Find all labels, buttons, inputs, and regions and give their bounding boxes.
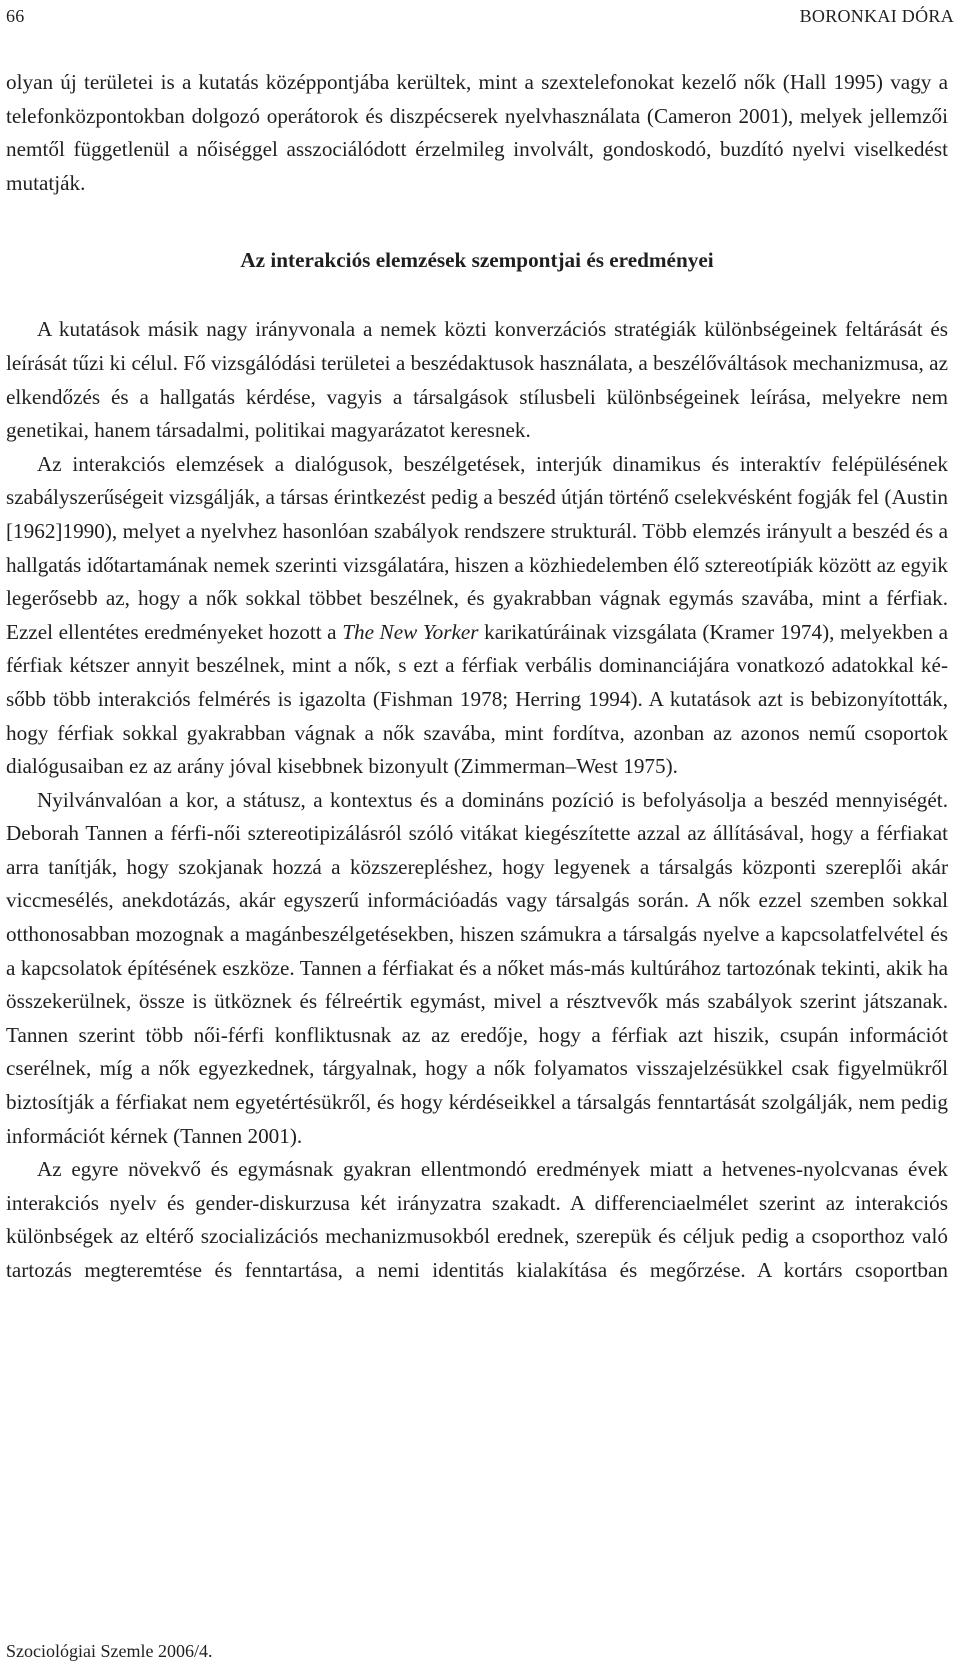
page-header xyxy=(6,6,954,27)
section-title: Az interakciós elemzések szempontjai és eredményei xyxy=(240,248,714,273)
page-number: 66 xyxy=(6,6,25,26)
paragraph-3: Nyilvánvalóan a kor, a státusz, a kontextus és a domináns pozíció is befolyásolja a beszéd mennyiségét. Deborah Tannen a férfi-női sztereotipizálásról szóló vitákat kiegészítette azzal az állításával, hogy a férfiakat arra tanítják, hogy szokjanak hozzá a közszerepléshez, hogy legyenek a társalgás központi szereplői akár viccmesélés, anekdotázás, akár egyszerű információadás vagy társalgás során. A nők ezzel szemben sokkal otthonosabban mozognak a magánbeszélgetésekben, hiszen számukra a társalgás nyelve a kapcsolatfelvétel és a kapcsolatok építésének eszköze. Tannen a férfiakat és a nőket más-más kultúrához tartozónak tekinti, akik ha összekerülnek, össze is ütköznek és félreértik egymást, mivel a résztvevők más szabályok szerint játszanak. Tannen szerint több női-férfi konfliktusnak az az eredője, hogy a férfiak azt hiszik, csupán információt cserélnek, míg a nők egyezkednek, tárgyalnak, hogy a nők folyamatos visszajelzésükkel csak figyelmükről biztosítják a férfiakat nem egyetértésükről, és hogy kérdéseikkel a társalgás fenntartását szolgálják, nem pedig információt kérnek (Tannen 2001). xyxy=(6,787,948,1148)
intro-paragraph: olyan új területei is a kutatás középpontjába kerültek, mint a szextelefonokat kezelő nők (Hall 1995) vagy a telefonközpontokban dolgozó operátorok és diszpécserek nyelvhasználata (Cameron 2001), melyek jellemzői nemtől függetlenül a nőiséggel asszociálódott érzelmileg involvált, gondoskodó, buzdító nyelvi viselkedést mutatják. xyxy=(6,70,948,195)
paragraph-1: A kutatások másik nagy irányvonala a nemek közti konverzációs stratégiák különbségeinek feltárását és leírását tűzi ki célul. Fő vizsgálódási területei a beszédaktusok használata, a beszélőváltások mechanizmusa, az elkendőzés és a hallgatás kérdése, vagyis a társalgások stílusbeli különbségeinek leírása, melyekre nem genetikai, hanem társadalmi, politikai magyarázatot keresnek. xyxy=(6,317,948,443)
paragraph-2 xyxy=(6,448,948,784)
paragraph-4: Az egyre növekvő és egymásnak gyakran ellentmondó eredmények miatt a hetvenes-nyolcvanas évek interakciós nyelv és gender-diskurzusa két irányzatra szakadt. A differenciaelmélet szerint az interakciós különbségek az eltérő szocializációs mechanizmusokból erednek, szerepük és céljuk pedig a csoporthoz való tartozás megteremtése és fenntartása, a nemi identitás kialakítása és megőrzése. A kortárs csoportban xyxy=(6,1157,948,1282)
page-body xyxy=(6,66,948,1288)
running-head-author: BORONKAI DÓRA xyxy=(799,6,954,26)
paragraph-2-text-a: Az interakciós elemzések a dialógusok, beszélgetések, interjúk dinamikus és interaktív felépülésének szabályszerűségeit vizsgálják, a társas érintkezést pedig a beszéd útján történő cselekvésként fogják fel (Austin [1962]1990), melyet a nyelvhez hasonlóan szabályok rendszere strukturál. Több elemzés irányult a beszéd és a hallgatás időtartamának nemek szerinti vizsgálatára, hiszen a közhiedelemben élő sztereotípiák között az egyik legerősebb az, hogy a nők sokkal többet beszélnek, és gyakrabban vágnak egymás szavába, mint a férfiak. Ezzel ellentétes eredményeket hozott a xyxy=(6,451,948,644)
paragraph-2-text-b: karikatúráinak vizsgálata (Kramer 1974), melyekben a férfiak kétszer annyit beszélnek, mint a nők, s ezt a férfiak verbális dominanciájára vonatkozó adatokkal később több interakciós felmérés is igazolta (Fishman 1978; Herring 1994). A kutatások azt is bebizonyították, hogy férfiak sokkal gyakrabban vágnak a nők szavába, mint fordítva, azonban az azonos nemű csoportok dialógusaiban ez az arány jóval kisebbnek bizonyult (Zimmerman–West 1975). xyxy=(6,619,948,779)
journal-title-italic: The New Yorker xyxy=(342,619,479,644)
page-footer: Szociológiai Szemle 2006/4. xyxy=(6,1641,213,1661)
